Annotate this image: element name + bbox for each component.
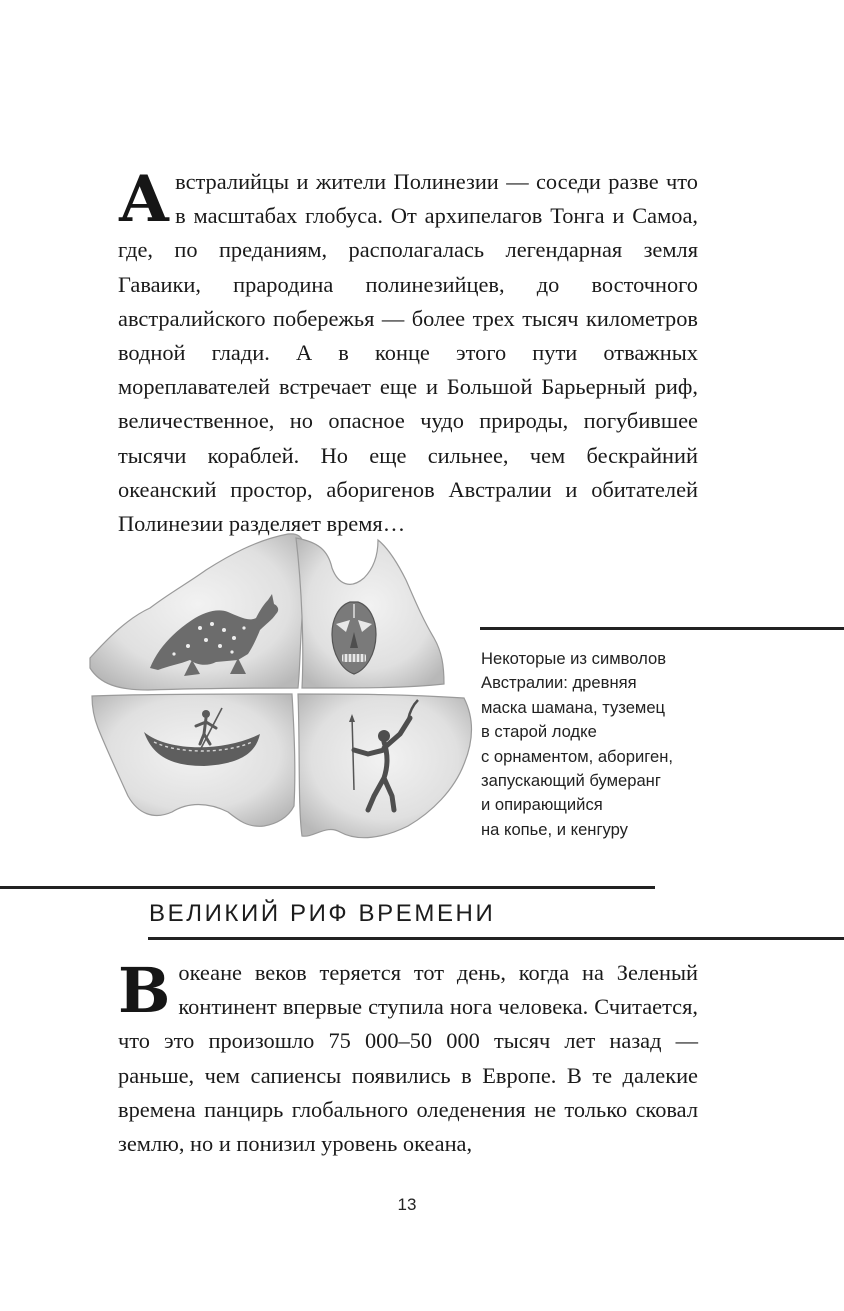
caption-rule bbox=[480, 627, 844, 630]
caption-line: на копье, и кенгуру bbox=[481, 819, 628, 839]
drop-cap: А bbox=[118, 162, 171, 237]
caption-line: с орнаментом, абориген, bbox=[481, 746, 673, 766]
heading-rule-bottom bbox=[148, 937, 844, 940]
intro-text: встралийцы и жители Полинезии — соседи разве что в масштабах глобуса. От архипелагов Тонга и Самоа, где, по преданиям, располагалась легендарная земля Гаваики, прародина полинезийцев, до восточного австралийского побережья — более трех тысяч километров водной глади. А в конце этого пути отважных мореплавателей встречает еще и Большой Барьерный риф, величественное, но опасное чудо природы, погубившее тысячи кораблей. Но еще сильнее, чем бескрайний океанский простор, аборигенов Австралии и обитателей Полинезии разделяет время… bbox=[118, 169, 698, 537]
caption-line: в старой лодке bbox=[481, 722, 597, 742]
caption-line: и опирающийся bbox=[481, 795, 603, 815]
heading-rule-top bbox=[0, 886, 655, 889]
map-piece-northwest bbox=[90, 534, 306, 690]
body-paragraph bbox=[118, 956, 698, 1161]
caption-line: Австралии: древняя bbox=[481, 673, 637, 693]
page-number: 13 bbox=[397, 1195, 417, 1214]
caption-line: запускающий бумеранг bbox=[481, 771, 661, 791]
map-piece-northeast bbox=[296, 538, 444, 688]
intro-paragraph bbox=[118, 162, 698, 541]
drop-cap: В bbox=[118, 954, 171, 1027]
caption-line: Некоторые из символов bbox=[481, 649, 667, 668]
australia-symbols-illustration bbox=[88, 528, 478, 850]
map-piece-southeast bbox=[298, 694, 472, 838]
map-piece-southwest bbox=[92, 694, 295, 826]
illustration-caption bbox=[481, 647, 741, 842]
caption-line: маска шамана, туземец bbox=[481, 697, 666, 717]
section-heading: ВЕЛИКИЙ РИФ ВРЕМЕНИ bbox=[149, 900, 496, 927]
body-text: океане веков теряется тот день, когда на Зеленый континент впервые ступила нога человека. Считается, что это произошло 75 000–50 000 тысяч лет назад — раньше, чем сапиенсы появились в Европе. В те далекие времена панцирь глобального оледенения не только сковал землю, но и понизил уровень океана, bbox=[118, 960, 698, 1157]
